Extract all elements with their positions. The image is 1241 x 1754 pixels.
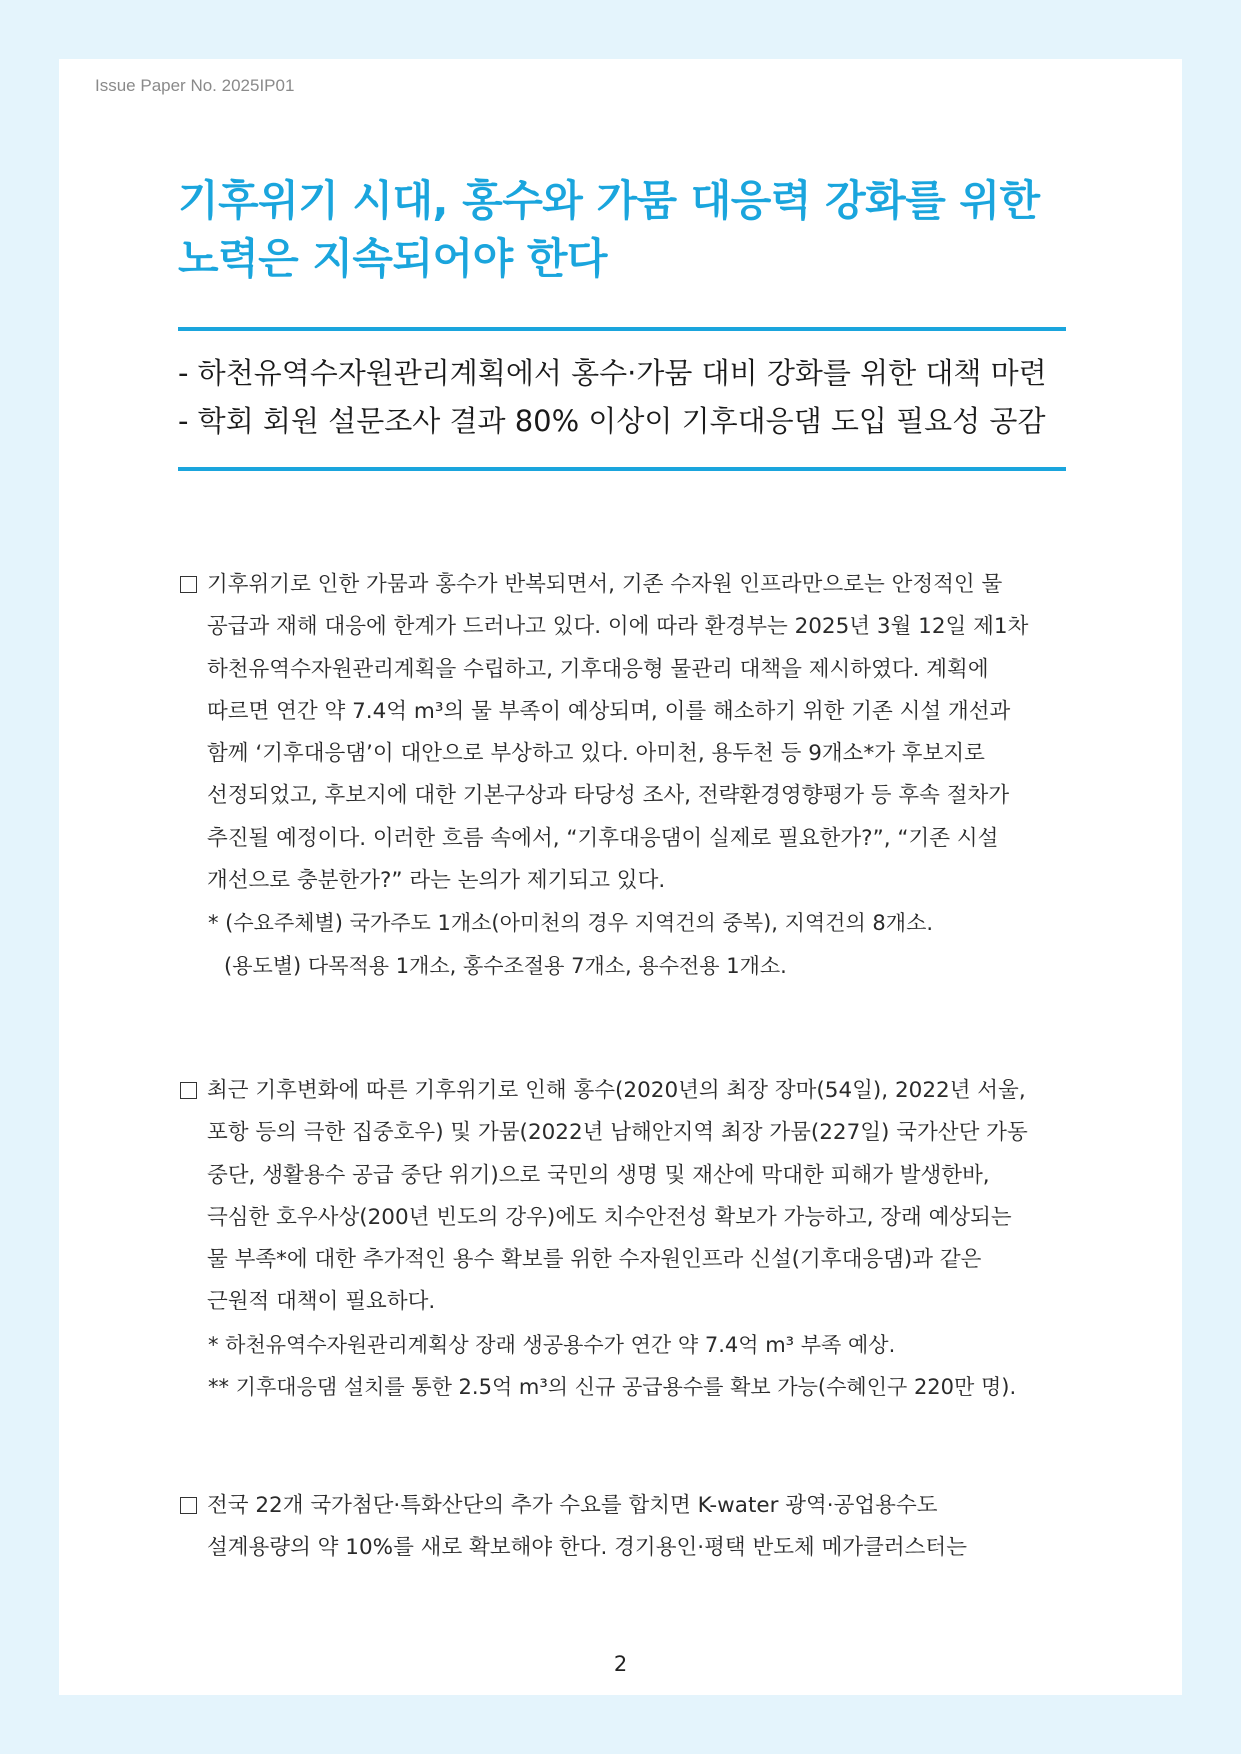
footnote: ** 기후대응댐 설치를 통한 2.5억 m³의 신규 공급용수를 확보 가능(수혜인구 220만 명). (208, 1375, 1017, 1400)
subtitle (178, 349, 1068, 445)
footnote: * (수요주체별) 국가주도 1개소(아미천의 경우 지역건의 중복), 지역건의 8개소. (208, 911, 934, 936)
page-number: 2 (613, 1652, 628, 1676)
paragraph-line: 설계용량의 약 10%를 새로 확보해야 한다. 경기용인·평택 반도체 메가클러스터는 (207, 1535, 967, 1561)
footnote: * 하천유역수자원관리계획상 장래 생공용수가 연간 약 7.4억 m³ 부족 예상. (208, 1332, 896, 1357)
paragraph-line: 근원적 대책이 필요하다. (207, 1289, 436, 1315)
paragraph-line: 극심한 호우사상(200년 빈도의 강우)에도 치수안전성 확보가 가능하고, 장래 예상되는 (207, 1204, 1012, 1230)
paragraph-line: 함께 ‘기후대응댐’이 대안으로 부상하고 있다. 아미천, 용두천 등 9개소*가 후보지로 (207, 741, 985, 767)
paragraph-line: 포항 등의 극한 집중호우) 및 가뭄(2022년 남해안지역 최장 가뭄(227일) 국가산단 가동 (207, 1120, 1028, 1146)
paragraph-line: 물 부족*에 대한 추가적인 용수 확보를 위한 수자원인프라 신설(기후대응댐)과 같은 (207, 1247, 982, 1273)
title-line-2: 노력은 지속되어야 한다 (178, 234, 607, 283)
paragraph (178, 1070, 1066, 1324)
subtitle-line-1: - 하천유역수자원관리계획에서 홍수·가뭄 대비 강화를 위한 대책 마련 (178, 356, 1047, 390)
paragraph-line: 따르면 연간 약 7.4억 m³의 물 부족이 예상되며, 이를 해소하기 위한 기존 시설 개선과 (207, 698, 1011, 724)
subtitle-line-2: - 학회 회원 설문조사 결과 80% 이상이 기후대응댐 도입 필요성 공감 (178, 404, 1046, 438)
divider-top (178, 327, 1066, 331)
section-1 (178, 564, 1066, 987)
paragraph-line: 하천유역수자원관리계획을 수립하고, 기후대응형 물관리 대책을 제시하였다. 계획에 (207, 656, 989, 682)
paragraph-line: 개선으로 충분한가?” 라는 논의가 제기되고 있다. (207, 868, 666, 894)
checkbox-bullet-icon (180, 1082, 197, 1099)
title-line-1: 기후위기 시대, 홍수와 가뭄 대응력 강화를 위한 (178, 176, 1040, 225)
paragraph (178, 1485, 1066, 1570)
page-title (178, 172, 1078, 288)
checkbox-bullet-icon (180, 1497, 197, 1514)
issue-number: Issue Paper No. 2025IP01 (95, 76, 295, 95)
footnote: (용도별) 다목적용 1개소, 홍수조절용 7개소, 용수전용 1개소. (224, 953, 787, 978)
paragraph-line: 추진될 예정이다. 이러한 흐름 속에서, “기후대응댐이 실제로 필요한가?”, “기존 시설 (207, 825, 999, 851)
checkbox-bullet-icon (180, 576, 197, 593)
paragraph-line: 기후위기로 인한 가뭄과 홍수가 반복되면서, 기존 수자원 인프라만으로는 안정적인 물 (207, 572, 1003, 597)
paragraph-line: 전국 22개 국가첨단·특화산단의 추가 수요를 합치면 K-water 광역·공업용수도 (207, 1493, 938, 1518)
paragraph-line: 중단, 생활용수 공급 중단 위기)으로 국민의 생명 및 재산에 막대한 피해가 발생한바, (207, 1162, 990, 1188)
paragraph-line: 선정되었고, 후보지에 대한 기본구상과 타당성 조사, 전략환경영향평가 등 후속 절차가 (207, 783, 1010, 809)
section-2 (178, 1070, 1066, 1408)
section-3 (178, 1485, 1066, 1570)
paragraph (178, 564, 1066, 902)
document-page (59, 59, 1182, 1695)
paragraph-line: 공급과 재해 대응에 한계가 드러나고 있다. 이에 따라 환경부는 2025년 3월 12일 제1차 (207, 614, 1029, 640)
divider-bottom (178, 467, 1066, 471)
paragraph-line: 최근 기후변화에 따른 기후위기로 인해 홍수(2020년의 최장 장마(54일), 2022년 서울, (207, 1078, 1026, 1103)
